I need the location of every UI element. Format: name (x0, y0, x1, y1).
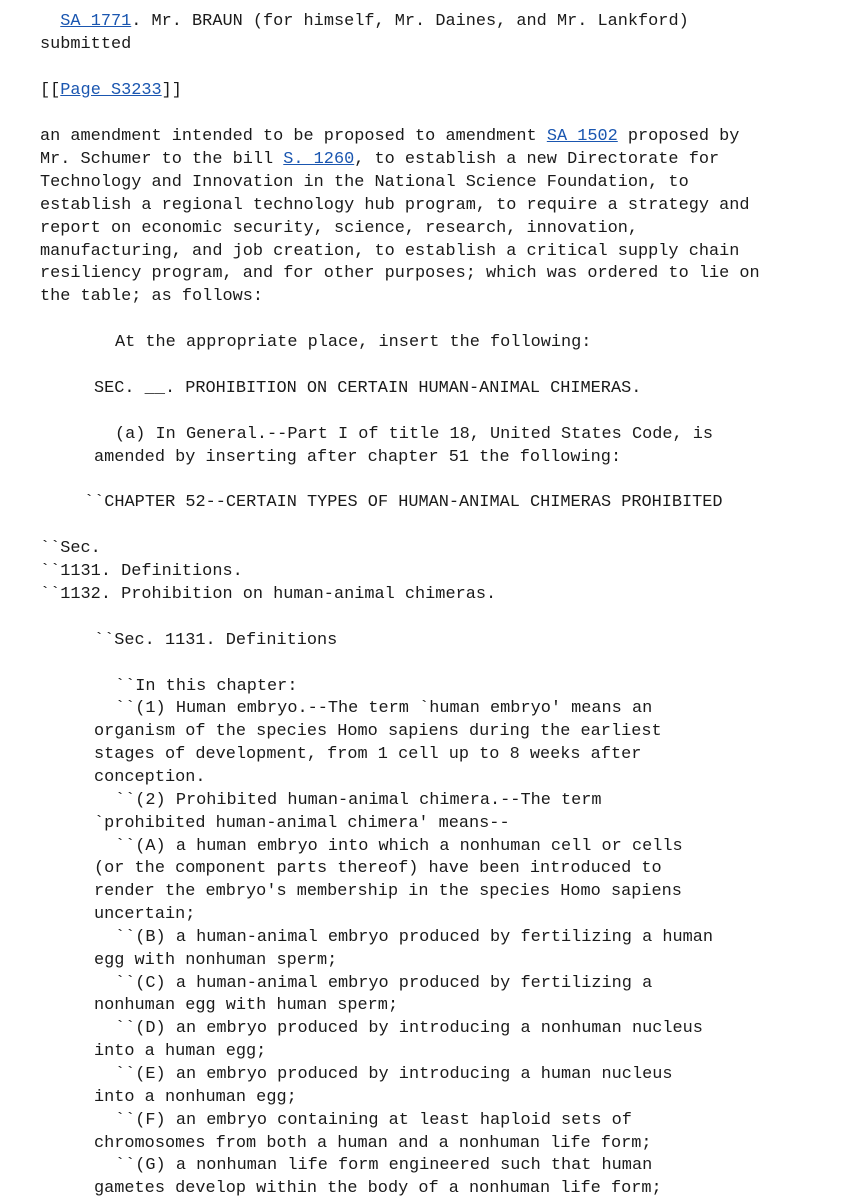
definition-line: organism of the species Homo sapiens during the earliest (94, 722, 662, 741)
definition-line: (or the component parts thereof) have been introduced to (94, 859, 662, 878)
intro-line: the table; as follows: (40, 287, 263, 306)
sec-1131-heading: ``Sec. 1131. Definitions (94, 631, 338, 650)
definition-line: ``(D) an embryo produced by introducing a nonhuman nucleus (115, 1019, 703, 1038)
definition-line: conception. (94, 768, 206, 787)
table-of-sections-line: ``1131. Definitions. (40, 562, 243, 581)
definition-line: render the embryo's membership in the species Homo sapiens (94, 882, 682, 901)
section-heading: SEC. __. PROHIBITION ON CERTAIN HUMAN-ANIMAL CHIMERAS. (94, 379, 642, 398)
definition-line: `prohibited human-animal chimera' means-- (94, 814, 510, 833)
definition-line: gametes develop within the body of a nonhuman life form; (94, 1179, 662, 1198)
chapter-heading: ``CHAPTER 52--CERTAIN TYPES OF HUMAN-ANIMAL CHIMERAS PROHIBITED (84, 493, 723, 512)
definition-line: ``(2) Prohibited human-animal chimera.--The term (115, 791, 602, 810)
table-of-sections-line: ``1132. Prohibition on human-animal chimeras. (40, 585, 497, 604)
table-of-sections-line: ``Sec. (40, 539, 101, 558)
definition-line: into a nonhuman egg; (94, 1088, 297, 1107)
definition-line: ``In this chapter: (115, 677, 298, 696)
intro-line: report on economic security, science, research, innovation, (40, 219, 639, 238)
insert-instruction: At the appropriate place, insert the following: (115, 333, 592, 352)
amendment-sa1502-link[interactable]: SA 1502 (546, 127, 618, 146)
definition-line: nonhuman egg with human sperm; (94, 996, 399, 1015)
subsection-a-line: amended by inserting after chapter 51 the following: (94, 448, 622, 467)
amendment-sa1771-link[interactable]: SA 1771 (60, 12, 132, 31)
definition-line: ``(E) an embryo produced by introducing a human nucleus (115, 1065, 673, 1084)
page-s3233-link[interactable]: Page S3233 (60, 81, 162, 100)
subsection-a-line: (a) In General.--Part I of title 18, United States Code, is (115, 425, 714, 444)
definition-line: ``(F) an embryo containing at least haploid sets of (115, 1111, 632, 1130)
intro-line: resiliency program, and for other purposes; which was ordered to lie on (40, 264, 760, 283)
intro-line: Technology and Innovation in the National Science Foundation, to (40, 173, 689, 192)
page-reference: [[Page S3233]] (40, 81, 182, 100)
definition-line: ``(C) a human-animal embryo produced by fertilizing a (115, 974, 653, 993)
definition-line: egg with nonhuman sperm; (94, 951, 338, 970)
bill-s1260-link[interactable]: S. 1260 (283, 150, 355, 169)
definition-line: into a human egg; (94, 1042, 267, 1061)
definition-line: ``(A) a human embryo into which a nonhuman cell or cells (115, 837, 683, 856)
amendment-header-submitted: submitted (40, 35, 132, 54)
intro-line: manufacturing, and job creation, to establish a critical supply chain (40, 242, 740, 261)
definition-line: ``(B) a human-animal embryo produced by fertilizing a human (115, 928, 714, 947)
definition-line: ``(1) Human embryo.--The term `human embryo' means an (115, 699, 653, 718)
intro-line-1: an amendment intended to be proposed to amendment SA 1502 proposed by (40, 127, 740, 146)
definition-line: ``(G) a nonhuman life form engineered such that human (115, 1156, 653, 1175)
amendment-header-text: . Mr. BRAUN (for himself, Mr. Daines, and Mr. Lankford) (131, 12, 689, 31)
definition-line: chromosomes from both a human and a nonhuman life form; (94, 1134, 652, 1153)
intro-line: establish a regional technology hub program, to require a strategy and (40, 196, 750, 215)
amendment-header-line (40, 10, 689, 33)
intro-line-2: Mr. Schumer to the bill S. 1260, to establish a new Directorate for (40, 150, 720, 169)
definition-line: stages of development, from 1 cell up to 8 weeks after (94, 745, 642, 764)
definition-line: uncertain; (94, 905, 196, 924)
